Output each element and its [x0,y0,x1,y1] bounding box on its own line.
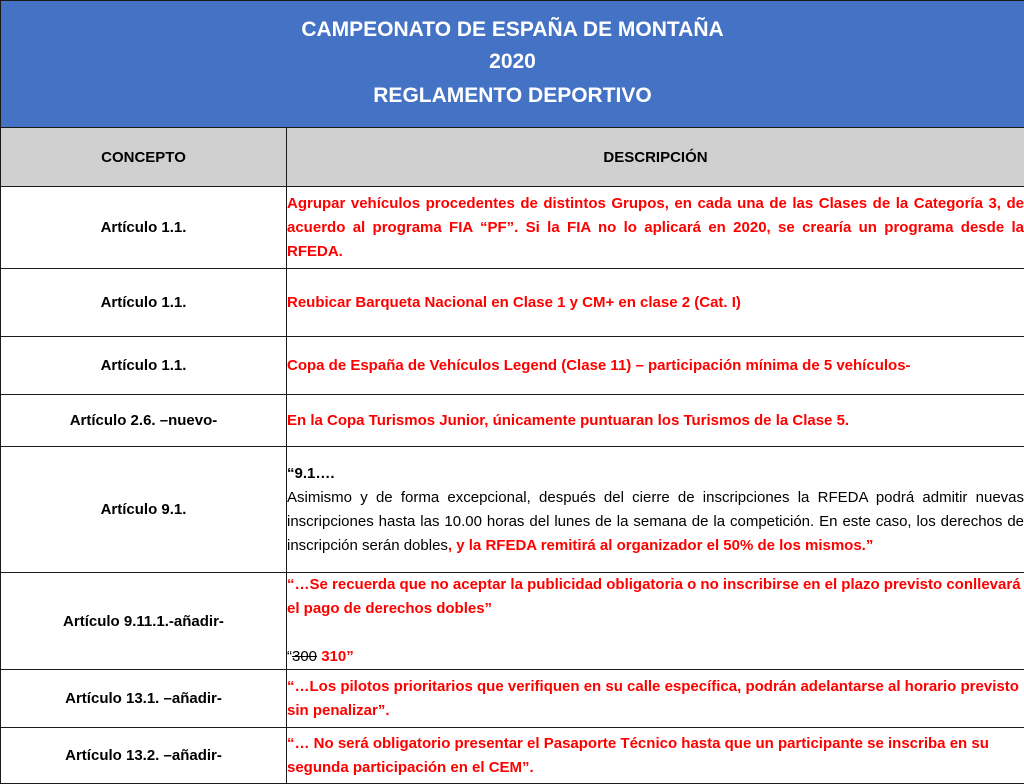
description-cell: En la Copa Turismos Junior, únicamente puntuaran los Turismos de la Clase 5. [287,395,1024,447]
description-cell [287,573,1024,670]
description-cell: Reubicar Barqueta Nacional en Clase 1 y CM+ en clase 2 (Cat. I) [287,269,1024,337]
concept-cell: Artículo 9.1. [1,447,287,573]
article-9-1-heading: “9.1…. [287,462,1024,486]
description-cell: Agrupar vehículos procedentes de distintos Grupos, en cada una de las Clases de la Categoría 3, de acuerdo al programa FIA “PF”. Si la FIA no lo aplicará en 2020, se crearía un programa desde la RFEDA. [287,187,1024,269]
description-cell: “… No será obligatorio presentar el Pasaporte Técnico hasta que un participante se inscriba en su segunda participación en el CEM”. [287,728,1024,784]
column-header-row [1,128,1024,187]
table-row [1,269,1024,337]
concept-cell: Artículo 13.1. –añadir- [1,670,287,728]
table-row [1,447,1024,573]
concept-cell: Artículo 13.2. –añadir- [1,728,287,784]
fee-quote-open: “ [287,648,292,665]
concept-cell: Artículo 2.6. –nuevo- [1,395,287,447]
table-row [1,395,1024,447]
table-row [1,728,1024,784]
title-row [1,1,1024,128]
description-cell: “…Los pilotos prioritarios que verifiquen en su calle específica, podrán adelantarse al horario previsto sin penalizar”. [287,670,1024,728]
concept-cell: Artículo 1.1. [1,187,287,269]
title-year: 2020 [1,46,1024,78]
table-row [1,670,1024,728]
table-row [1,337,1024,395]
fee-new-value: 310” [321,648,354,665]
title-regulation: REGLAMENTO DEPORTIVO [1,78,1024,114]
article-9-1-body [287,486,1024,558]
article-9-1-text: Asimismo y de forma excepcional, después del cierre de inscripciones la RFEDA podrá admitir nuevas inscripciones hasta las 10.00 horas del lunes de la semana de la competición. En este caso, los derechos de inscripción serán dobles [287,489,1024,554]
fee-amount [287,645,1024,669]
concept-cell: Artículo 9.11.1.-añadir- [1,573,287,670]
description-cell: Copa de España de Vehículos Legend (Clase 11) – participación mínima de 5 vehículos- [287,337,1024,395]
description-cell [287,447,1024,573]
title-cell [1,1,1024,128]
article-9-1-addition: , y la RFEDA remitirá al organizador el 50% de los mismos.” [448,537,873,554]
column-header-concept: CONCEPTO [1,128,287,187]
article-9-11-1-text: “…Se recuerda que no aceptar la publicidad obligatoria o no inscribirse en el plazo previsto conllevará el pago de derechos dobles” [287,573,1024,621]
title-championship: CAMPEONATO DE ESPAÑA DE MONTAÑA [1,14,1024,46]
column-header-description: DESCRIPCIÓN [287,128,1024,187]
table-row [1,573,1024,670]
concept-cell: Artículo 1.1. [1,337,287,395]
fee-old-value: 300 [292,648,317,665]
concept-cell: Artículo 1.1. [1,269,287,337]
table-row [1,187,1024,269]
